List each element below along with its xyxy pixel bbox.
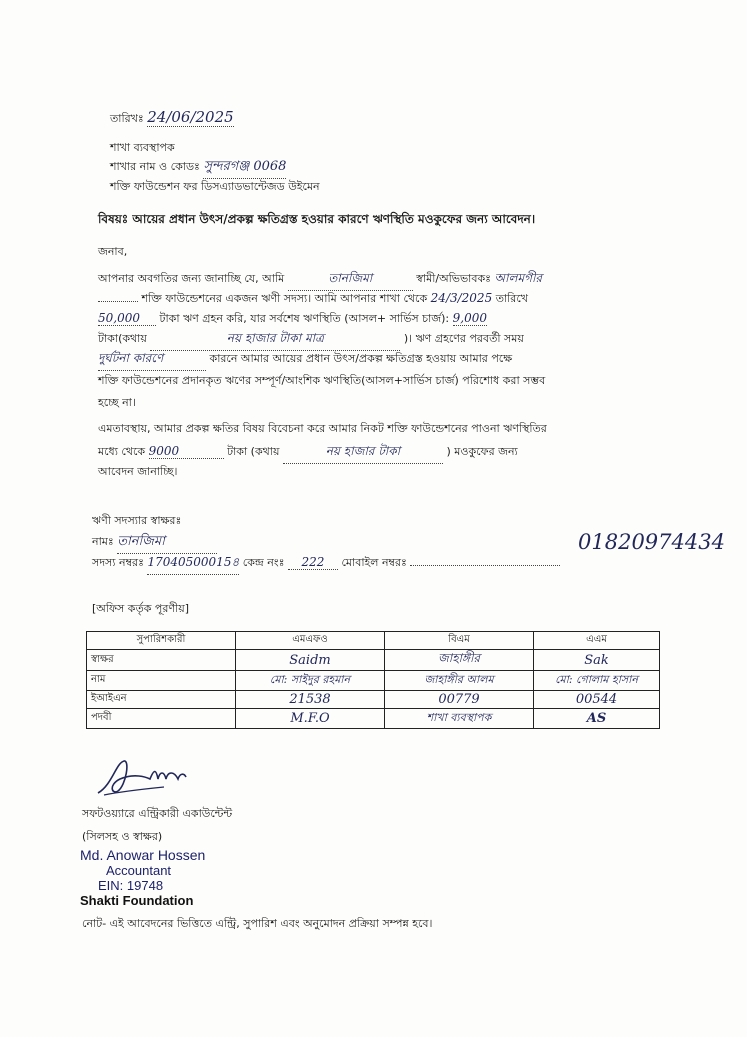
signature-am: Sak: [534, 650, 660, 671]
para1-line1: [98, 270, 542, 291]
name-bm: জাহাঙ্গীর আলম: [385, 671, 534, 691]
balance-amount: 9,000: [452, 311, 487, 325]
para1-text: শক্তি ফাউন্ডেশনের একজন ঋণী সদস্য। আমি আপনার শাখা থেকে: [141, 292, 428, 305]
center-number: 222: [288, 555, 338, 570]
branch-label: শাখার নাম ও কোডঃ: [110, 160, 200, 173]
table-row: [87, 691, 660, 709]
para2-text: মধ্যে থেকে: [98, 445, 146, 458]
accountant-line1: সফটওয়্যারে এন্ট্রিকারী একাউন্টেন্ট: [82, 807, 233, 820]
office-heading: [অফিস কর্তৃক পূরণীয়]: [92, 602, 189, 615]
para1-line3: [98, 310, 487, 329]
office-table: [86, 631, 660, 729]
para2-line3: আবেদন জানাচ্ছি।: [98, 465, 178, 478]
salutation: জনাব,: [98, 245, 128, 258]
borrower-name: তানজিমা: [288, 270, 413, 291]
member-number: 17040500015৪: [147, 554, 239, 575]
loan-amount: 50,000: [98, 311, 156, 326]
row-label: নাম: [87, 671, 236, 691]
guardian-name: আলমগীর: [494, 271, 543, 285]
table-row: [87, 650, 660, 671]
footer-note: নোট- এই আবেদনের ভিত্তিতে এন্ট্রি, সুপারিশ এবং অনুমোদন প্রক্রিয়া সম্পন্ন হবে।: [82, 917, 433, 930]
center-label: কেন্দ্র নংঃ: [242, 556, 285, 569]
loan-date: 24/3/2025: [430, 291, 493, 305]
ein-am: 00544: [534, 691, 660, 709]
guardian-label: স্বামী/অভিভাবকঃ: [416, 272, 492, 285]
designation-bm: শাখা ব্যবস্থাপক: [385, 709, 534, 729]
designation-mfo: M.F.O: [236, 709, 385, 729]
table-row: [87, 709, 660, 729]
para1-line2: [98, 290, 528, 309]
member-row: [92, 554, 560, 575]
designation-am: AS: [534, 709, 660, 729]
signature-mfo: Saidm: [236, 650, 385, 671]
column-header: এমএফও: [236, 632, 385, 650]
org-line: শক্তি ফাউন্ডেশন ফর ডিসএ্যাডভান্টেজড উইমেন: [110, 180, 320, 193]
para1-text: টাকা ঋণ গ্রহন করি, যার সর্বশেষ ঋণস্থিতি (আসল+ সার্ভিস চার্জ):: [159, 312, 450, 325]
mobile-label: মোবাইল নম্বরঃ: [341, 556, 407, 569]
borrower-name-value: তানজিমা: [117, 532, 217, 554]
branch-value: সুন্দরগঞ্জ 0068: [203, 157, 286, 179]
ein-mfo: 21538: [236, 691, 385, 709]
cause-of-loss: দুর্ঘটনা কারণে: [98, 350, 206, 371]
date-label: তারিখঃ: [110, 112, 144, 125]
row-label: পদবী: [87, 709, 236, 729]
stamp-name: Md. Anowar Hossen: [80, 847, 206, 863]
member-label: সদস্য নম্বরঃ: [92, 556, 144, 569]
column-header: সুপারিশকারী: [87, 632, 236, 650]
stamp-title: Accountant: [106, 863, 172, 878]
para2-text: টাকা (কথায়: [227, 445, 280, 458]
para1-line6: শক্তি ফাউন্ডেশনের প্রদানকৃত ঋণের সম্পূর্ণ/আংশিক ঋণস্থিতি(আসল+সার্ভিস চার্জ) পরিশোধ করা সম্ভব: [98, 374, 546, 387]
row-label: ইআইএন: [87, 691, 236, 709]
balance-words: নয় হাজার টাকা মাত্র: [150, 330, 400, 351]
waive-words: নয় হাজার টাকা: [283, 443, 443, 464]
dots-fill: [98, 301, 138, 302]
subject-line: বিষয়ঃ আয়ের প্রধান উৎস/প্রকল্প ক্ষতিগ্রস্ত হওয়ার কারণে ঋণস্থিতি মওকুফের জন্য আবেদন।: [98, 212, 536, 226]
para1-line7: হচ্ছে না।: [98, 396, 136, 409]
para1-text: )। ঋণ গ্রহণের পরবর্তী সময়: [403, 332, 524, 345]
para2-line2: [98, 443, 518, 464]
branch-row: [110, 157, 286, 179]
borrower-name-row: [92, 532, 217, 554]
signature-bm: জাহাঙ্গীর: [385, 650, 534, 671]
table-row: [87, 671, 660, 691]
addressee: শাখা ব্যবস্থাপক: [110, 141, 175, 154]
borrower-signature-label: ঋণী সদস্যার স্বাক্ষরঃ: [92, 514, 182, 527]
para2-line1: এমতাবস্থায়, আমার প্রকল্প ক্ষতির বিষয় বিবেচনা করে আমার নিকট শক্তি ফাউন্ডেশনের পাওনা ঋণস্থিতির: [98, 422, 547, 435]
para1-text: আপনার অবগতির জন্য জানাচ্ছি যে, আমি: [98, 272, 285, 285]
mobile-number: 01820974434: [578, 530, 725, 554]
para2-text: ) মওকুফের জন্য: [446, 445, 518, 458]
name-mfo: মো: সাইদুর রহমান: [236, 671, 385, 691]
date-value: 24/06/2025: [147, 108, 234, 126]
para1-text: টাকা(কথায়: [98, 332, 147, 345]
date-row: [110, 108, 234, 129]
accountant-line2: (সিলসহ ও স্বাক্ষর): [82, 830, 163, 843]
column-header: বিএম: [385, 632, 534, 650]
accountant-signature: [94, 755, 190, 800]
waive-amount: 9000: [149, 444, 224, 459]
stamp-org: Shakti Foundation: [80, 893, 194, 908]
stamp-ein: EIN: 19748: [98, 878, 164, 893]
ein-bm: 00779: [385, 691, 534, 709]
table-header-row: [87, 632, 660, 650]
para1-line5: [98, 350, 512, 371]
para1-text: তারিখে: [495, 292, 528, 305]
para1-line4: [98, 330, 524, 351]
column-header: এএম: [534, 632, 660, 650]
row-label: স্বাক্ষর: [87, 650, 236, 671]
name-label: নামঃ: [92, 535, 114, 548]
name-am: মো: গোলাম হাসান: [534, 671, 660, 691]
mobile-dots: [410, 565, 560, 566]
para1-text: কারনে আমার আয়ের প্রধান উৎস/প্রকল্প ক্ষতিগ্রস্ত হওয়ায় আমার পক্ষে: [209, 352, 513, 365]
